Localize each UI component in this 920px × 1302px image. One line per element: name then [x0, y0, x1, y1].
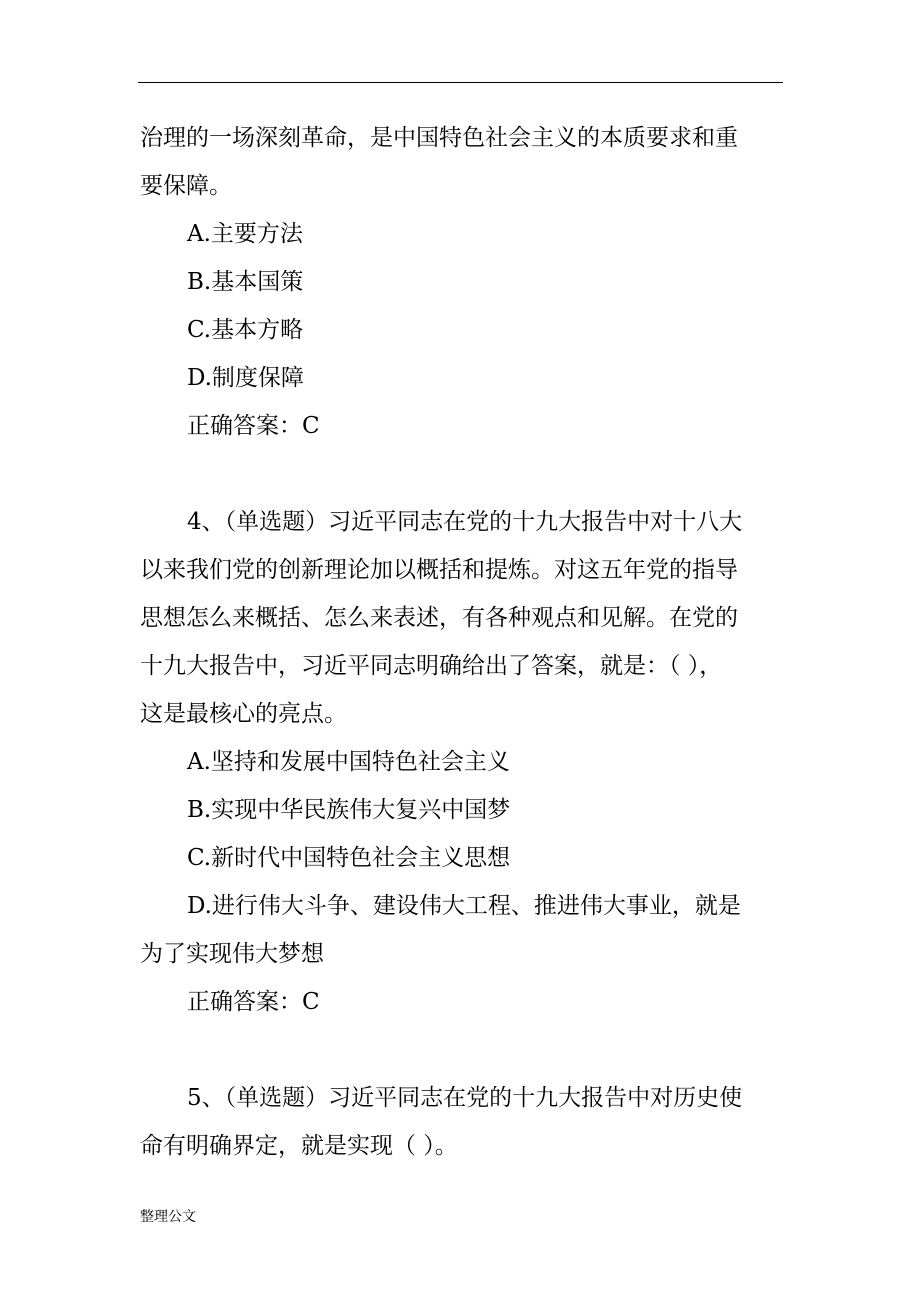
- option-d-continued: 为了实现伟大梦想: [140, 941, 324, 967]
- question-5: [140, 1074, 785, 1170]
- option-b: B.实现中华民族伟大复兴中国梦: [187, 797, 511, 823]
- question-stem-line: 治理的一场深刻革命，是中国特色社会主义的本质要求和重: [140, 125, 738, 151]
- option-c: C.基本方略: [187, 317, 304, 343]
- correct-answer: 正确答案：C: [187, 413, 320, 439]
- question-stem-line: 要保障。: [140, 173, 232, 199]
- question-stem-line: 以来我们党的创新理论加以概括和提炼。对这五年党的指导: [140, 557, 738, 583]
- question-stem-line: 5、（单选题）习近平同志在党的十九大报告中对历史使: [187, 1085, 743, 1111]
- page-footer: 整理公文: [140, 1209, 196, 1225]
- spacer: [140, 1026, 785, 1074]
- question-stem-line: 4、（单选题）习近平同志在党的十九大报告中对十八大: [187, 509, 743, 535]
- question-3-continued: [140, 114, 785, 450]
- question-stem-line: 十九大报告中，习近平同志明确给出了答案，就是：（ ），: [140, 653, 723, 679]
- option-d: D.制度保障: [187, 365, 304, 391]
- question-stem-line: 这是最核心的亮点。: [140, 701, 347, 727]
- option-a: A.主要方法: [187, 221, 303, 247]
- option-a: A.坚持和发展中国特色社会主义: [187, 749, 510, 775]
- question-stem-line: 思想怎么来概括、怎么来表述，有各种观点和见解。在党的: [140, 605, 738, 631]
- question-4: [140, 498, 785, 1026]
- option-d: D.进行伟大斗争、建设伟大工程、推进伟大事业，就是: [187, 893, 741, 919]
- header-rule: [138, 82, 783, 83]
- option-c: C.新时代中国特色社会主义思想: [187, 845, 511, 871]
- question-stem-line: 命有明确界定，就是实现（ ）。: [140, 1133, 458, 1159]
- correct-answer: 正确答案：C: [187, 989, 320, 1015]
- document-body: [140, 114, 785, 1170]
- spacer: [140, 450, 785, 498]
- option-b: B.基本国策: [187, 269, 304, 295]
